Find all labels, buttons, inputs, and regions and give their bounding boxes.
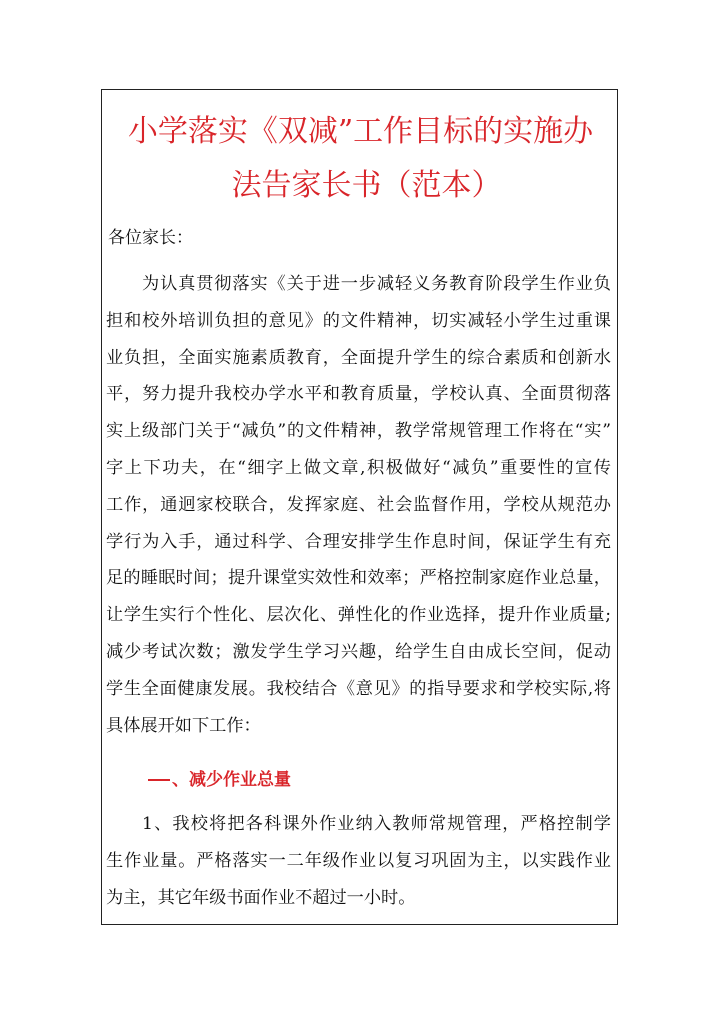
paragraph-2 bbox=[106, 806, 611, 916]
paragraph-line: 生作业量。严格落实一二年级作业以复习巩固为主，以实践作业 bbox=[106, 850, 611, 871]
document-frame bbox=[101, 89, 618, 925]
paragraph-line: 担和校外培训负担的意见》的文件精神，切实减轻小学生过重课 bbox=[106, 310, 611, 331]
paragraph-line: 减少考试次数；激发学生学习兴趣，给学生自由成长空间，促动 bbox=[106, 641, 611, 662]
document-title-line1: 小学落实《双减”工作目标的实施办 bbox=[127, 114, 594, 149]
paragraph-line: 学生全面健康发展。我校结合《意见》的指导要求和学校实际,将 bbox=[106, 678, 611, 699]
paragraph-line: 为主，其它年级书面作业不超过一小时。 bbox=[106, 887, 416, 908]
paragraph-line: 平，努力提升我校办学水平和教育质量，学校认真、全面贯彻落 bbox=[106, 384, 611, 405]
paragraph-line: 业负担，全面实施素质教育，全面提升学生的综合素质和创新水 bbox=[106, 347, 611, 368]
paragraph-line: 具体展开如下工作： bbox=[106, 715, 261, 736]
paragraph-line: 为认真贯彻落实《关于进一步减轻义务教育阶段学生作业负 bbox=[142, 274, 611, 294]
paragraph-line: 工作，通迥家校联合，发挥家庭、社会监督作用，学校从规范办 bbox=[106, 494, 611, 515]
heading-underline-blank bbox=[148, 779, 170, 781]
section-heading bbox=[148, 768, 291, 792]
paragraph-1 bbox=[106, 266, 611, 744]
paragraph-line: 实上级部门关于“减负”的文件精神，教学常规管理工作将在“实” bbox=[106, 421, 611, 442]
paragraph-line: 1、我校将把各科课外作业纳入教师常规管理，严格控制学 bbox=[142, 814, 611, 834]
paragraph-line: 字上下功夫，在“细字上做文章,积极做好“减负”重要性的宣传 bbox=[106, 457, 611, 478]
document-title-line2: 法告家长书（范本） bbox=[231, 168, 502, 203]
paragraph-line: 足的睡眠时间；提升课堂实效性和效率；严格控制家庭作业总量， bbox=[106, 568, 611, 589]
section-heading-text: 、减少作业总量 bbox=[172, 770, 291, 790]
salutation: 各位家长： bbox=[108, 228, 193, 248]
paragraph-line: 让学生实行个性化、层次化、弹性化的作业选择，提升作业质量; bbox=[106, 605, 611, 626]
paragraph-line: 学行为入手，通过科学、合理安排学生作息时间，保证学生有充 bbox=[106, 531, 611, 552]
